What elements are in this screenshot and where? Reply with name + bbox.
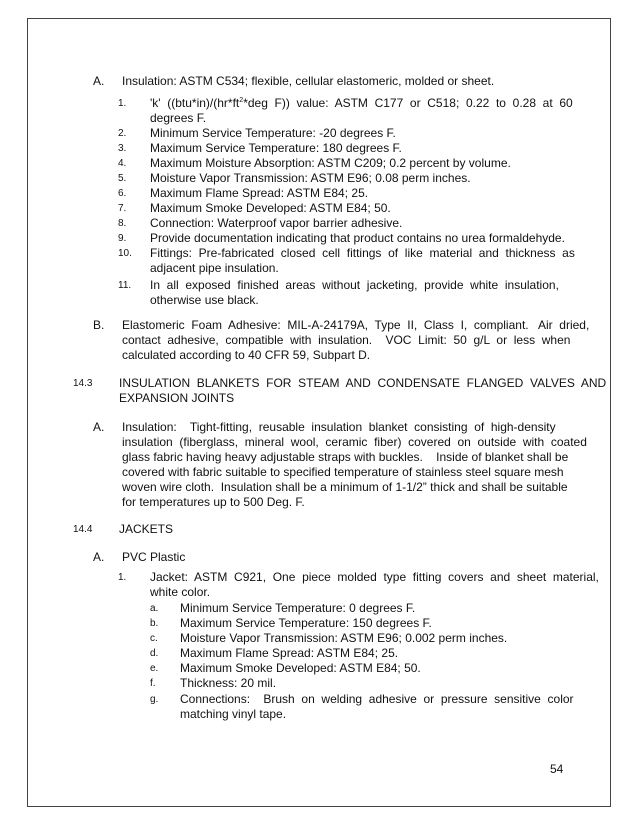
section-a-text: Insulation: ASTM C534; flexible, cellular elastomeric, molded or sheet. <box>122 74 495 88</box>
item-text: Maximum Flame Spread: ASTM E84; 25. <box>150 186 369 200</box>
item-number: 6. <box>118 188 127 199</box>
section-b-text: Elastomeric Foam Adhesive: MIL-A-24179A, Type II, Class I, compliant. Air dried, <box>122 318 590 332</box>
paragraph-line: for temperatures up to 500 Deg. F. <box>122 495 305 509</box>
subitem-letter: a. <box>150 603 159 614</box>
subitem-letter: g. <box>150 694 159 705</box>
item-letter: A. <box>93 550 105 564</box>
subitem-text: Maximum Flame Spread: ASTM E84; 25. <box>180 646 399 660</box>
item-number: 8. <box>118 218 127 229</box>
item-number: 1. <box>118 98 127 109</box>
item-text-cont: otherwise use black. <box>150 293 259 307</box>
item-letter: A. <box>93 420 105 434</box>
item-text: Minimum Service Temperature: -20 degrees F. <box>150 126 396 140</box>
item-number: 4. <box>118 158 127 169</box>
paragraph-line: covered with fabric suitable to specified temperature of stainless steel square mesh <box>122 465 564 479</box>
subitem-text: Maximum Service Temperature: 150 degrees F. <box>180 616 432 630</box>
subitem-letter: f. <box>150 678 156 689</box>
item-number: 3. <box>118 143 127 154</box>
item-number: 11. <box>118 280 132 291</box>
item-text: Maximum Smoke Developed: ASTM E84; 50. <box>150 201 391 215</box>
item-number: 5. <box>118 173 127 184</box>
item-text: Provide documentation indicating that product contains no urea formaldehyde. <box>150 231 565 245</box>
paragraph-line: glass fabric having heavy adjustable straps with buckles. Inside of blanket shall be <box>122 450 569 464</box>
item-text-cont: adjacent pipe insulation. <box>150 261 279 275</box>
item-number: 7. <box>118 203 127 214</box>
subitem-letter: b. <box>150 618 159 629</box>
section-number: 14.4 <box>73 524 93 535</box>
section-b-text: calculated according to 40 CFR 59, Subpart D. <box>122 348 371 362</box>
item-number: 9. <box>118 233 127 244</box>
section-title: JACKETS <box>119 522 174 536</box>
subitem-letter: c. <box>150 633 158 644</box>
subitem-text: Maximum Smoke Developed: ASTM E84; 50. <box>180 661 421 675</box>
item-text: Jacket: ASTM C921, One piece molded type fitting covers and sheet material, <box>150 570 599 584</box>
section-b-letter: B. <box>93 318 105 332</box>
section-a-letter: A. <box>93 74 105 88</box>
subitem-text: Thickness: 20 mil. <box>180 676 277 690</box>
subitem-text: Connections: Brush on welding adhesive or pressure sensitive color <box>180 692 574 706</box>
item-number: 1. <box>118 572 127 583</box>
item-text: Fittings: Pre-fabricated closed cell fittings of like material and thickness as <box>150 246 575 260</box>
item-text-cont: degrees F. <box>150 111 207 125</box>
item-text: Maximum Moisture Absorption: ASTM C209; 0.2 percent by volume. <box>150 156 511 170</box>
item-number: 10. <box>118 248 132 259</box>
section-number: 14.3 <box>73 378 93 389</box>
item-text: PVC Plastic <box>122 550 186 564</box>
section-title-cont: EXPANSION JOINTS <box>119 391 235 405</box>
page-number: 54 <box>550 762 564 776</box>
subitem-letter: e. <box>150 663 159 674</box>
paragraph-line: Insulation: Tight-fitting, reusable insulation blanket consisting of high-density <box>122 420 556 434</box>
subitem-text: Moisture Vapor Transmission: ASTM E96; 0.002 perm inches. <box>180 631 508 645</box>
item-text: Maximum Service Temperature: 180 degrees F. <box>150 141 402 155</box>
subitem-letter: d. <box>150 648 159 659</box>
paragraph-line: woven wire cloth. Insulation shall be a minimum of 1-1/2” thick and shall be suitable <box>122 480 568 494</box>
subitem-text-cont: matching vinyl tape. <box>180 707 287 721</box>
paragraph-line: insulation (fiberglass, mineral wool, ceramic fiber) covered on outside with coated <box>122 435 587 449</box>
subitem-text: Minimum Service Temperature: 0 degrees F. <box>180 601 416 615</box>
item-text: Connection: Waterproof vapor barrier adhesive. <box>150 216 403 230</box>
item-text-cont: white color. <box>150 585 211 599</box>
item-text: Moisture Vapor Transmission: ASTM E96; 0.08 perm inches. <box>150 171 471 185</box>
item-text: 'k' ($(btu*in)/(hr*ft^2*deg$ F)) value: ASTM C177 or C518; 0.22 to 0.28 at 60 <box>150 96 573 110</box>
section-b-text: contact adhesive, compatible with insulation. VOC Limit: 50 g/L or less when <box>122 333 571 347</box>
section-title: INSULATION BLANKETS FOR STEAM AND CONDENSATE FLANGED VALVES AND <box>119 376 607 390</box>
item-number: 2. <box>118 128 127 139</box>
item-text: In all exposed finished areas without jacketing, provide white insulation, <box>150 278 559 292</box>
